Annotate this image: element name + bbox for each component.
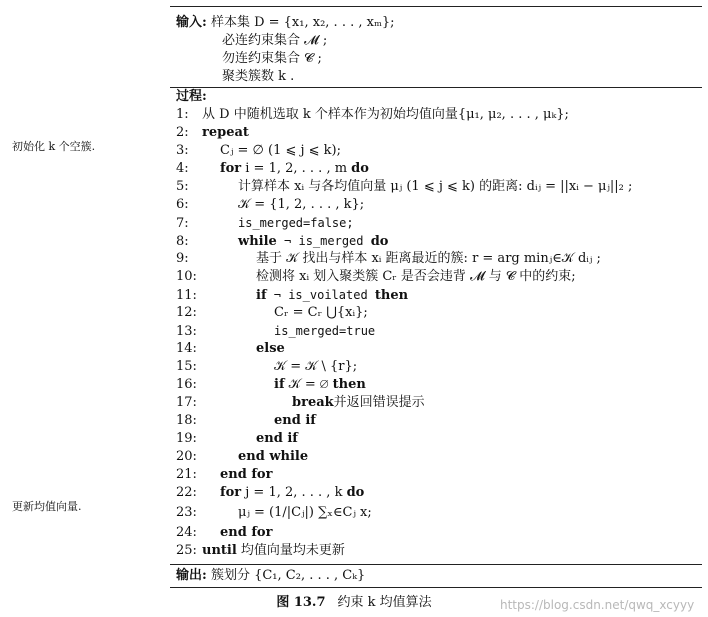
output-line (176, 568, 365, 584)
output-label: 输出: (176, 568, 207, 583)
algo-line-16: 16: if 𝒦 = ∅ then (176, 377, 366, 392)
figure-number: 图 13.7 (276, 595, 326, 610)
algo-line-22: 22: for j = 1, 2, . . . , k do (176, 485, 365, 500)
divider-top (170, 87, 702, 88)
algo-line-12: 12: Cᵣ = Cᵣ ⋃{xᵢ}; (176, 305, 368, 320)
algo-line-3: 3: Cⱼ = ∅ (1 ⩽ j ⩽ k); (176, 143, 342, 158)
algo-line-7: 7: is_merged=false; (176, 216, 354, 231)
algo-line-18: 18: end if (176, 413, 316, 428)
algo-line-23: 23: μⱼ = (1/|Cⱼ|) ∑ₓ∈Cⱼ x; (176, 505, 372, 520)
side-note-init: 初始化 k 个空簇. (12, 140, 96, 153)
algo-line-25: 25: until 均值向量均未更新 (176, 543, 345, 558)
input-sample-set: 样本集 D = {x₁, x₂, . . . , xₘ}; (210, 15, 395, 30)
algo-line-19: 19: end if (176, 431, 298, 446)
algo-line-20: 20: end while (176, 449, 309, 464)
algo-line-9: 9: 基于 𝒦 找出与样本 xᵢ 距离最近的簇: r = arg minⱼ∈𝒦 dᵢⱼ ; (176, 251, 601, 266)
algo-line-17: 17: break并返回错误提示 (176, 395, 425, 410)
algo-line-24: 24: end for (176, 525, 273, 540)
algo-line-1: 1: 从 D 中随机选取 k 个样本作为初始均值向量{μ₁, μ₂, . . . , μₖ}; (176, 107, 569, 122)
algo-line-8: 8: while ¬ is_merged do (176, 234, 389, 249)
algo-line-10: 10: 检测将 xᵢ 划入聚类簇 Cᵣ 是否会违背 𝓜 与 𝓒 中的约束; (176, 269, 576, 284)
divider-bottom (170, 564, 702, 565)
input-label: 输入: (176, 15, 207, 30)
algo-line-13: 13: is_merged=true (176, 324, 376, 339)
watermark: https://blog.csdn.net/qwq_xcyyy (500, 598, 695, 612)
process-label: 过程: (176, 89, 207, 104)
algo-line-11: 11: if ¬ is_voilated then (176, 288, 409, 303)
side-note-update: 更新均值向量. (12, 500, 82, 513)
algo-line-6: 6: 𝒦 = {1, 2, . . . , k}; (176, 197, 365, 212)
output-value: 簇划分 {C₁, C₂, . . . , Cₖ} (210, 568, 366, 583)
input-must-link: 必连约束集合 𝓜 ; (222, 33, 328, 48)
input-line-1 (176, 15, 395, 31)
algo-line-4: 4: for i = 1, 2, . . . , m do (176, 161, 369, 176)
algo-line-21: 21: end for (176, 467, 273, 482)
algo-line-2: 2: repeat (176, 125, 249, 140)
input-cluster-count: 聚类簇数 k . (222, 69, 295, 84)
algo-line-15: 15: 𝒦 = 𝒦 \ {r}; (176, 359, 358, 374)
algorithm-box (170, 6, 702, 588)
algo-line-5: 5: 计算样本 xᵢ 与各均值向量 μⱼ (1 ⩽ j ⩽ k) 的距离: dᵢⱼ = ||xᵢ − μⱼ||₂ ; (176, 179, 633, 194)
algo-line-14: 14: else (176, 341, 285, 356)
figure-title: 约束 k 均值算法 (337, 595, 432, 610)
input-cannot-link: 勿连约束集合 𝓒 ; (222, 51, 322, 66)
